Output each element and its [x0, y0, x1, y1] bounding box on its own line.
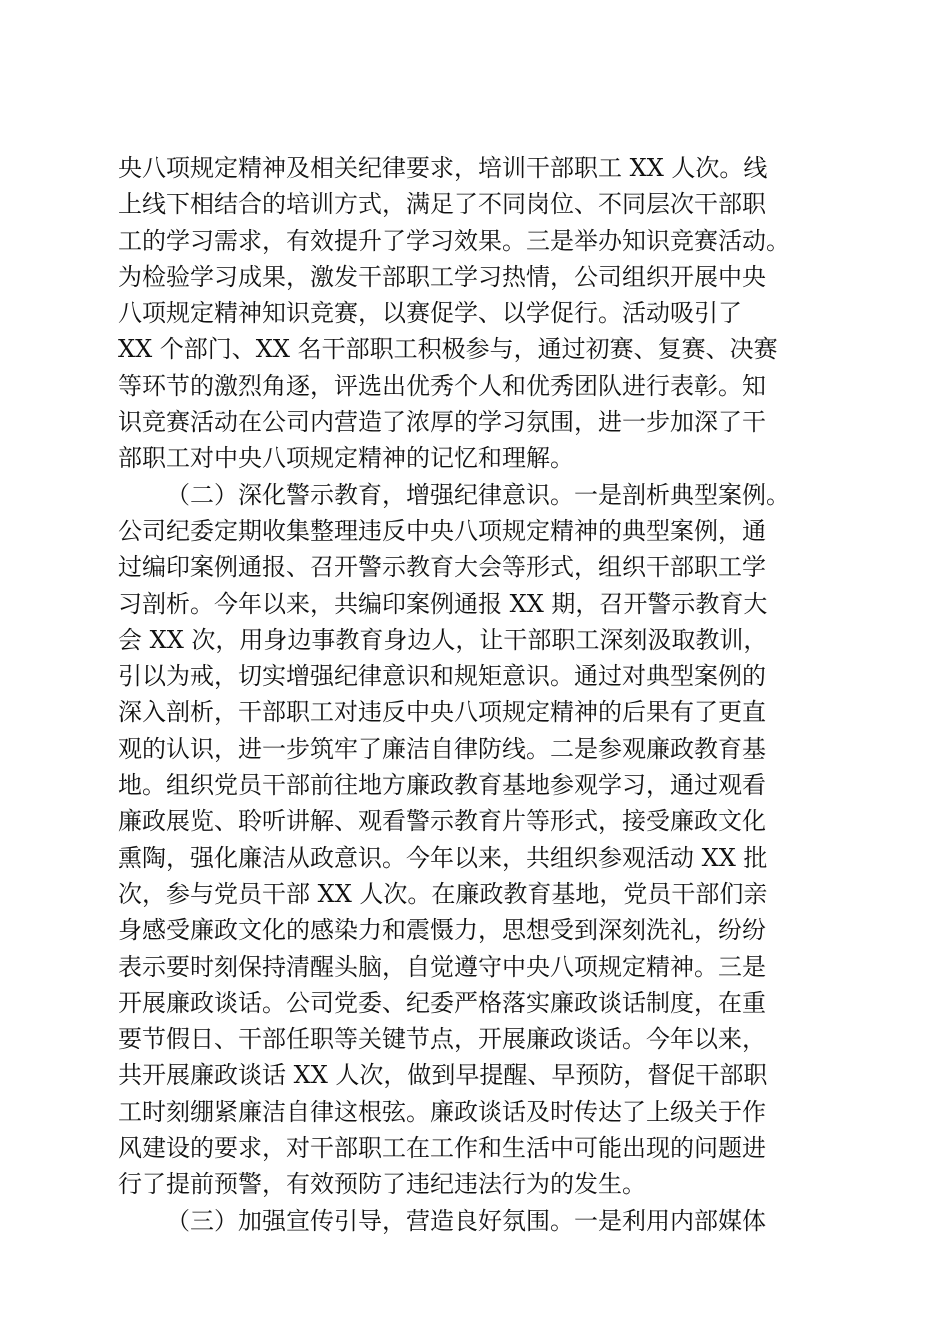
text-line: 观的认识，进一步筑牢了廉洁自律防线。二是参观廉政教育基	[118, 734, 766, 763]
text-line: 部职工对中央八项规定精神的记忆和理解。	[118, 444, 574, 473]
text-line: 地。组织党员干部前往地方廉政教育基地参观学习，通过观看	[118, 771, 766, 800]
text-line: 识竞赛活动在公司内营造了浓厚的学习氛围，进一步加深了干	[118, 408, 766, 437]
text-line: 风建设的要求，对干部职工在工作和生活中可能出现的问题进	[118, 1134, 766, 1163]
section-heading-line: （二）深化警示教育，增强纪律意识。一是剖析典型案例。	[166, 480, 790, 509]
text-line: 工时刻绷紧廉洁自律这根弦。廉政谈话及时传达了上级关于作	[118, 1097, 766, 1126]
text-line: 工的学习需求，有效提升了学习效果。三是举办知识竞赛活动。	[118, 226, 790, 255]
text-line: 等环节的激烈角逐，评选出优秀个人和优秀团队进行表彰。知	[118, 371, 766, 400]
text-line: 要节假日、干部任职等关键节点，开展廉政谈话。今年以来，	[118, 1025, 766, 1054]
text-line: 八项规定精神知识竞赛，以赛促学、以学促行。活动吸引了	[118, 299, 742, 328]
text-line: 央八项规定精神及相关纪律要求，培训干部职工 XX 人次。线	[118, 154, 768, 182]
text-line: 上线下相结合的培训方式，满足了不同岗位、不同层次干部职	[118, 190, 766, 219]
text-line: 行了提前预警，有效预防了违纪违法行为的发生。	[118, 1170, 646, 1199]
text-line: 次，参与党员干部 XX 人次。在廉政教育基地，党员干部们亲	[118, 879, 768, 908]
text-line: XX 个部门、XX 名干部职工积极参与，通过初赛、复赛、决赛	[118, 335, 778, 364]
text-line: 廉政展览、聆听讲解、观看警示教育片等形式，接受廉政文化	[118, 807, 766, 836]
text-line: 深入剖析，干部职工对违反中央八项规定精神的后果有了更直	[118, 698, 766, 727]
text-line: 习剖析。今年以来，共编印案例通报 XX 期，召开警示教育大	[118, 589, 768, 618]
text-line: 公司纪委定期收集整理违反中央八项规定精神的典型案例，通	[118, 516, 766, 545]
text-line: 表示要时刻保持清醒头脑，自觉遵守中央八项规定精神。三是	[118, 952, 766, 981]
text-line: 会 XX 次，用身边事教育身边人，让干部职工深刻汲取教训，	[118, 625, 768, 654]
body-text	[118, 150, 830, 1239]
text-line: 为检验学习成果，激发干部职工学习热情，公司组织开展中央	[118, 262, 766, 291]
text-line: 引以为戒，切实增强纪律意识和规矩意识。通过对典型案例的	[118, 662, 766, 691]
text-line: 熏陶，强化廉洁从政意识。今年以来，共组织参观活动 XX 批	[118, 843, 768, 872]
text-line: 开展廉政谈话。公司党委、纪委严格落实廉政谈话制度，在重	[118, 988, 766, 1017]
text-line: 共开展廉政谈话 XX 人次，做到早提醒、早预防，督促干部职	[118, 1061, 768, 1090]
section-heading-line: （三）加强宣传引导，营造良好氛围。一是利用内部媒体	[166, 1206, 766, 1235]
text-line: 身感受廉政文化的感染力和震慑力，思想受到深刻洗礼，纷纷	[118, 916, 766, 945]
text-line: 过编印案例通报、召开警示教育大会等形式，组织干部职工学	[118, 553, 766, 582]
